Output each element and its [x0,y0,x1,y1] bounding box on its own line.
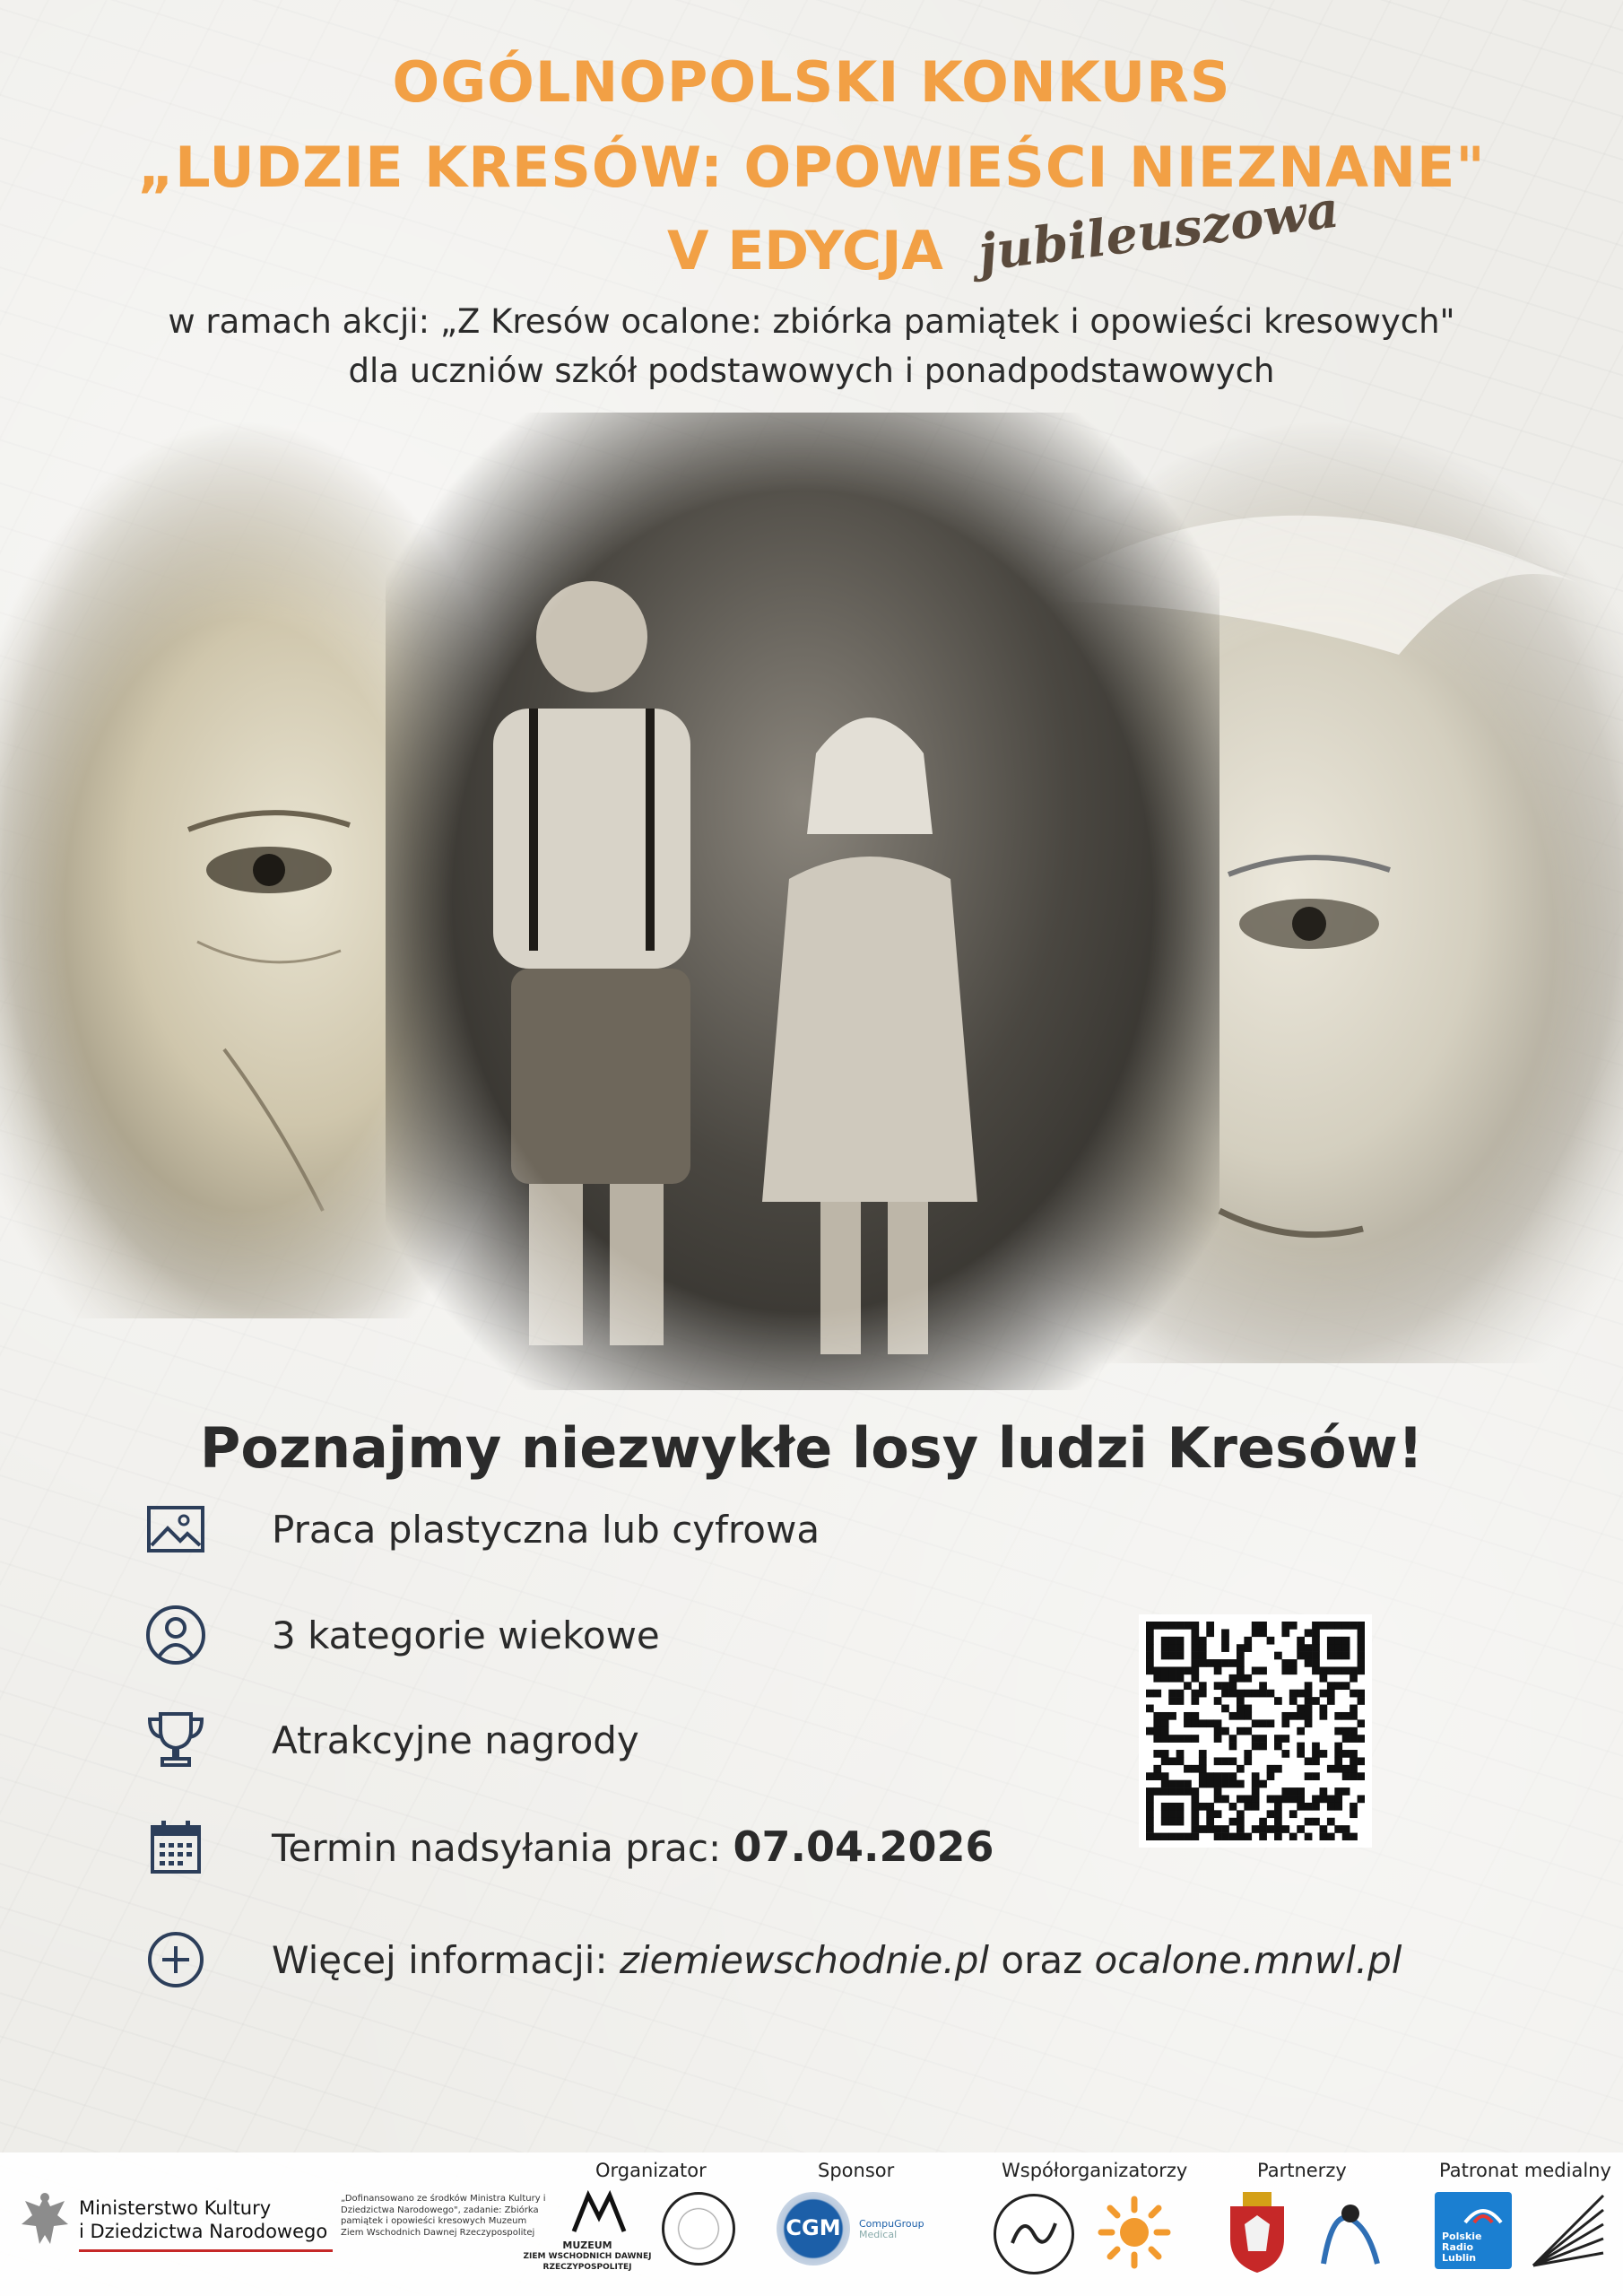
nowe-radio-logo [994,2194,1074,2274]
partners-label: Partnerzy [1257,2160,1347,2181]
ministry-name: Ministerstwo Kultury i Dziedzictwa Narodowego [79,2197,328,2242]
museum-logo-icon [570,2190,628,2237]
ocalone-seal-logo [662,2192,735,2266]
subtitle-line-2: dla uczniów szkół podstawowych i ponadpodstawowych [348,352,1275,390]
partner-logo-icon [1315,2192,1386,2273]
link-ocalone[interactable]: ocalone.mnwl.pl [1094,1937,1402,1982]
feature-age-categories [143,1604,660,1666]
and-word: oraz [1001,1937,1083,1982]
feature-deadline [143,1815,994,1878]
ministry-red-line [79,2249,333,2252]
cgm-logo: CGM [777,2192,850,2266]
eagle-emblem-icon [18,2188,72,2251]
museum-logo: MUZEUM ZIEM WSCHODNICH DAWNEJ RZECZYPOSPOLITEJ [523,2239,652,2272]
organizer-label: Organizator [595,2160,707,2181]
deadline-date: 07.04.2026 [733,1822,994,1871]
coorganizers-label: Współorganizatorzy [1002,2160,1188,2181]
subtitle-line-1: w ramach akcji: „Z Kresów ocalone: zbiórka pamiątek i opowieści kresowych" [168,302,1455,341]
feature-deadline-text [272,1822,994,1871]
feature-prizes [143,1709,639,1771]
trophy-icon [143,1708,208,1772]
person-icon [143,1603,208,1667]
deadline-label: Termin nadsyłania prac: [272,1826,722,1870]
edition-title: V EDYCJA [667,220,943,283]
media-label: Patronat medialny [1439,2160,1611,2181]
headline: Poznajmy niezwykłe losy ludzi Kresów! [199,1415,1424,1481]
sun-logo-icon [1094,2192,1175,2273]
title-line-2: „LUDZIE KRESÓW: OPOWIEŚCI NIEZNANE" [137,135,1486,200]
image-icon [143,1497,208,1561]
title-line-1: OGÓLNOPOLSKI KONKURS [392,49,1231,115]
feature-more-info-text [272,1938,1402,1982]
qr-code[interactable] [1139,1614,1372,1848]
feature-artwork [143,1498,820,1561]
funding-note: „Dofinansowano ze środków Ministra Kultury i Dziedzictwa Narodowego", zadanie: Zbiórka pamiątek i opowieści kresowych Muzeum Ziem Wschodnich Dawnej Rzeczypospolitej [341,2194,546,2238]
feature-more-info [143,1928,1402,1991]
radio-waves-icon [1462,2197,1505,2224]
link-ziemiewschodnie[interactable]: ziemiewschodnie.pl [619,1937,990,1982]
radio-name: Polskie Radio Lublin [1442,2231,1482,2264]
sponsor-label: Sponsor [818,2160,895,2181]
feature-artwork-text: Praca plastyczna lub cyfrowa [272,1507,820,1552]
cgm-name: CompuGroup Medical [859,2218,924,2240]
feature-age-categories-text: 3 kategorie wiekowe [272,1613,660,1657]
feature-prizes-text: Atrakcyjne nagrody [272,1718,639,1762]
edition-note: jubileuszowa [975,179,1342,283]
polskie-radio-lublin-logo [1435,2192,1512,2269]
ministry-logo [18,2188,327,2251]
footer-logos [0,2152,1623,2296]
children-old-photo [386,413,1219,1390]
more-info-label: Więcej informacji: [272,1937,608,1982]
calendar-icon [143,1814,208,1879]
coat-of-arms-icon [1225,2188,1289,2274]
plus-icon [143,1927,208,1992]
ziemie-wschodnie-logo-icon [1530,2192,1607,2269]
